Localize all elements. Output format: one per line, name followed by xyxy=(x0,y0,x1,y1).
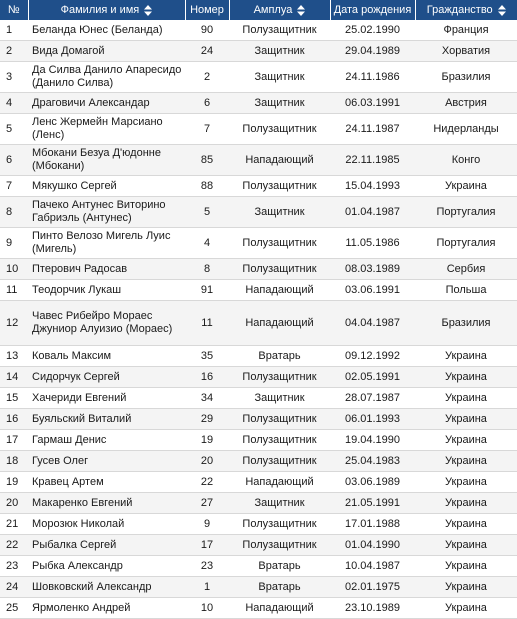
player-citizenship: Украина xyxy=(415,430,517,451)
player-birthdate: 24.11.1986 xyxy=(330,62,415,93)
table-row xyxy=(0,388,517,409)
row-index: 2 xyxy=(0,41,28,62)
player-name: Гусев Олег xyxy=(28,451,185,472)
player-position: Нападающий xyxy=(229,145,330,176)
player-name: Вида Домагой xyxy=(28,41,185,62)
player-name: Ярмоленко Андрей xyxy=(28,598,185,619)
player-number: 29 xyxy=(185,409,229,430)
player-citizenship: Сербия xyxy=(415,259,517,280)
player-citizenship: Украина xyxy=(415,346,517,367)
player-position: Полузащитник xyxy=(229,430,330,451)
player-name: Драговичи Александар xyxy=(28,93,185,114)
row-index: 25 xyxy=(0,598,28,619)
table-row xyxy=(0,577,517,598)
sort-updown-icon[interactable] xyxy=(297,5,305,16)
player-name: Беланда Юнес (Беланда) xyxy=(28,20,185,41)
player-position: Нападающий xyxy=(229,280,330,301)
table-row xyxy=(0,451,517,472)
table-row xyxy=(0,62,517,93)
table-row xyxy=(0,430,517,451)
player-birthdate: 21.05.1991 xyxy=(330,493,415,514)
player-number: 17 xyxy=(185,535,229,556)
table-row xyxy=(0,301,517,346)
col-header-position[interactable] xyxy=(229,0,330,20)
player-position: Полузащитник xyxy=(229,409,330,430)
player-birthdate: 09.12.1992 xyxy=(330,346,415,367)
player-number: 11 xyxy=(185,301,229,346)
column-label: Номер xyxy=(190,4,224,17)
player-citizenship: Португалия xyxy=(415,197,517,228)
player-citizenship: Конго xyxy=(415,145,517,176)
table-row xyxy=(0,346,517,367)
player-name: Теодорчик Лукаш xyxy=(28,280,185,301)
player-position: Полузащитник xyxy=(229,114,330,145)
player-number: 34 xyxy=(185,388,229,409)
player-birthdate: 22.11.1985 xyxy=(330,145,415,176)
table-row xyxy=(0,409,517,430)
player-number: 88 xyxy=(185,176,229,197)
player-number: 85 xyxy=(185,145,229,176)
player-position: Полузащитник xyxy=(229,451,330,472)
player-name: Пачеко Антунес Виторино Габриэль (Антунес) xyxy=(28,197,185,228)
player-citizenship: Франция xyxy=(415,20,517,41)
player-birthdate: 02.01.1975 xyxy=(330,577,415,598)
player-name: Птерович Радосав xyxy=(28,259,185,280)
player-name: Да Силва Данило Апаресидо (Данило Силва) xyxy=(28,62,185,93)
player-citizenship: Украина xyxy=(415,367,517,388)
player-number: 4 xyxy=(185,228,229,259)
player-birthdate: 06.01.1993 xyxy=(330,409,415,430)
table-row xyxy=(0,514,517,535)
player-position: Полузащитник xyxy=(229,228,330,259)
player-number: 5 xyxy=(185,197,229,228)
row-index: 21 xyxy=(0,514,28,535)
player-position: Полузащитник xyxy=(229,367,330,388)
player-number: 23 xyxy=(185,556,229,577)
player-birthdate: 01.04.1990 xyxy=(330,535,415,556)
row-index: 5 xyxy=(0,114,28,145)
table-header-row xyxy=(0,0,517,20)
player-citizenship: Австрия xyxy=(415,93,517,114)
table-row xyxy=(0,556,517,577)
player-number: 27 xyxy=(185,493,229,514)
player-position: Полузащитник xyxy=(229,176,330,197)
player-birthdate: 24.11.1987 xyxy=(330,114,415,145)
player-number: 7 xyxy=(185,114,229,145)
table-row xyxy=(0,20,517,41)
column-label: Гражданство xyxy=(426,4,493,17)
player-citizenship: Украина xyxy=(415,535,517,556)
player-citizenship: Бразилия xyxy=(415,62,517,93)
player-number: 1 xyxy=(185,577,229,598)
player-citizenship: Украина xyxy=(415,451,517,472)
player-name: Буяльский Виталий xyxy=(28,409,185,430)
row-index: 9 xyxy=(0,228,28,259)
sort-updown-icon[interactable] xyxy=(498,5,506,16)
player-birthdate: 11.05.1986 xyxy=(330,228,415,259)
player-name: Хачериди Евгений xyxy=(28,388,185,409)
player-name: Гармаш Денис xyxy=(28,430,185,451)
player-position: Вратарь xyxy=(229,577,330,598)
col-header-name[interactable] xyxy=(28,0,185,20)
player-citizenship: Украина xyxy=(415,388,517,409)
column-label: Фамилия и имя xyxy=(60,4,140,17)
player-name: Макаренко Евгений xyxy=(28,493,185,514)
row-index: 12 xyxy=(0,301,28,346)
player-name: Чавес Рибейро Мораес Джуниор Алуизио (Мораес) xyxy=(28,301,185,346)
row-index: 6 xyxy=(0,145,28,176)
player-number: 9 xyxy=(185,514,229,535)
player-citizenship: Нидерланды xyxy=(415,114,517,145)
player-birthdate: 04.04.1987 xyxy=(330,301,415,346)
player-birthdate: 10.04.1987 xyxy=(330,556,415,577)
player-citizenship: Украина xyxy=(415,409,517,430)
table-row xyxy=(0,472,517,493)
player-birthdate: 29.04.1989 xyxy=(330,41,415,62)
player-number: 35 xyxy=(185,346,229,367)
player-position: Вратарь xyxy=(229,346,330,367)
row-index: 13 xyxy=(0,346,28,367)
player-number: 10 xyxy=(185,598,229,619)
player-citizenship: Бразилия xyxy=(415,301,517,346)
player-name: Морозюк Николай xyxy=(28,514,185,535)
column-label: № xyxy=(7,4,20,17)
table-row xyxy=(0,176,517,197)
row-index: 3 xyxy=(0,62,28,93)
player-position: Нападающий xyxy=(229,301,330,346)
player-name: Мбокани Безуа Д'юдонне (Мбокани) xyxy=(28,145,185,176)
player-citizenship: Украина xyxy=(415,556,517,577)
col-header-index xyxy=(0,0,28,20)
table-row xyxy=(0,367,517,388)
player-birthdate: 06.03.1991 xyxy=(330,93,415,114)
col-header-number xyxy=(185,0,229,20)
row-index: 15 xyxy=(0,388,28,409)
row-index: 1 xyxy=(0,20,28,41)
player-number: 91 xyxy=(185,280,229,301)
player-name: Кравец Артем xyxy=(28,472,185,493)
table-row xyxy=(0,41,517,62)
player-birthdate: 08.03.1989 xyxy=(330,259,415,280)
row-index: 17 xyxy=(0,430,28,451)
player-position: Нападающий xyxy=(229,598,330,619)
player-name: Рыбка Александр xyxy=(28,556,185,577)
row-index: 23 xyxy=(0,556,28,577)
row-index: 22 xyxy=(0,535,28,556)
column-label: Амплуа xyxy=(253,4,293,17)
player-birthdate: 23.10.1989 xyxy=(330,598,415,619)
player-birthdate: 03.06.1991 xyxy=(330,280,415,301)
row-index: 10 xyxy=(0,259,28,280)
player-position: Нападающий xyxy=(229,472,330,493)
player-citizenship: Португалия xyxy=(415,228,517,259)
player-name: Пинто Велозо Мигель Луис (Мигель) xyxy=(28,228,185,259)
table-row xyxy=(0,93,517,114)
player-position: Защитник xyxy=(229,41,330,62)
player-birthdate: 03.06.1989 xyxy=(330,472,415,493)
player-position: Защитник xyxy=(229,62,330,93)
row-index: 24 xyxy=(0,577,28,598)
player-birthdate: 01.04.1987 xyxy=(330,197,415,228)
player-number: 24 xyxy=(185,41,229,62)
player-position: Полузащитник xyxy=(229,259,330,280)
player-position: Полузащитник xyxy=(229,20,330,41)
player-name: Рыбалка Сергей xyxy=(28,535,185,556)
player-citizenship: Хорватия xyxy=(415,41,517,62)
row-index: 8 xyxy=(0,197,28,228)
player-birthdate: 15.04.1993 xyxy=(330,176,415,197)
player-position: Полузащитник xyxy=(229,514,330,535)
player-position: Защитник xyxy=(229,197,330,228)
table-row xyxy=(0,228,517,259)
player-citizenship: Украина xyxy=(415,472,517,493)
table-row xyxy=(0,280,517,301)
row-index: 11 xyxy=(0,280,28,301)
player-number: 22 xyxy=(185,472,229,493)
player-citizenship: Польша xyxy=(415,280,517,301)
player-position: Полузащитник xyxy=(229,535,330,556)
player-position: Защитник xyxy=(229,493,330,514)
table-row xyxy=(0,259,517,280)
player-birthdate: 25.04.1983 xyxy=(330,451,415,472)
player-number: 8 xyxy=(185,259,229,280)
sort-updown-icon[interactable] xyxy=(144,5,152,16)
player-position: Защитник xyxy=(229,93,330,114)
row-index: 14 xyxy=(0,367,28,388)
column-label: Дата рождения xyxy=(333,4,412,17)
table-row xyxy=(0,493,517,514)
player-citizenship: Украина xyxy=(415,176,517,197)
player-name: Сидорчук Сергей xyxy=(28,367,185,388)
table-row xyxy=(0,535,517,556)
player-citizenship: Украина xyxy=(415,598,517,619)
row-index: 19 xyxy=(0,472,28,493)
row-index: 18 xyxy=(0,451,28,472)
player-number: 20 xyxy=(185,451,229,472)
player-name: Коваль Максим xyxy=(28,346,185,367)
player-birthdate: 17.01.1988 xyxy=(330,514,415,535)
row-index: 7 xyxy=(0,176,28,197)
player-number: 6 xyxy=(185,93,229,114)
table-row xyxy=(0,114,517,145)
row-index: 20 xyxy=(0,493,28,514)
player-number: 16 xyxy=(185,367,229,388)
col-header-birthdate xyxy=(330,0,415,20)
player-number: 19 xyxy=(185,430,229,451)
table-row xyxy=(0,145,517,176)
player-name: Ленс Жермейн Марсиано (Ленс) xyxy=(28,114,185,145)
row-index: 4 xyxy=(0,93,28,114)
player-birthdate: 19.04.1990 xyxy=(330,430,415,451)
table-row xyxy=(0,598,517,619)
player-citizenship: Украина xyxy=(415,514,517,535)
player-number: 2 xyxy=(185,62,229,93)
table-row xyxy=(0,197,517,228)
player-name: Мякушко Сергей xyxy=(28,176,185,197)
player-citizenship: Украина xyxy=(415,493,517,514)
player-birthdate: 02.05.1991 xyxy=(330,367,415,388)
player-name: Шовковский Александр xyxy=(28,577,185,598)
col-header-citizenship[interactable] xyxy=(415,0,517,20)
row-index: 16 xyxy=(0,409,28,430)
player-citizenship: Украина xyxy=(415,577,517,598)
player-position: Защитник xyxy=(229,388,330,409)
player-position: Вратарь xyxy=(229,556,330,577)
player-birthdate: 25.02.1990 xyxy=(330,20,415,41)
player-number: 90 xyxy=(185,20,229,41)
player-birthdate: 28.07.1987 xyxy=(330,388,415,409)
